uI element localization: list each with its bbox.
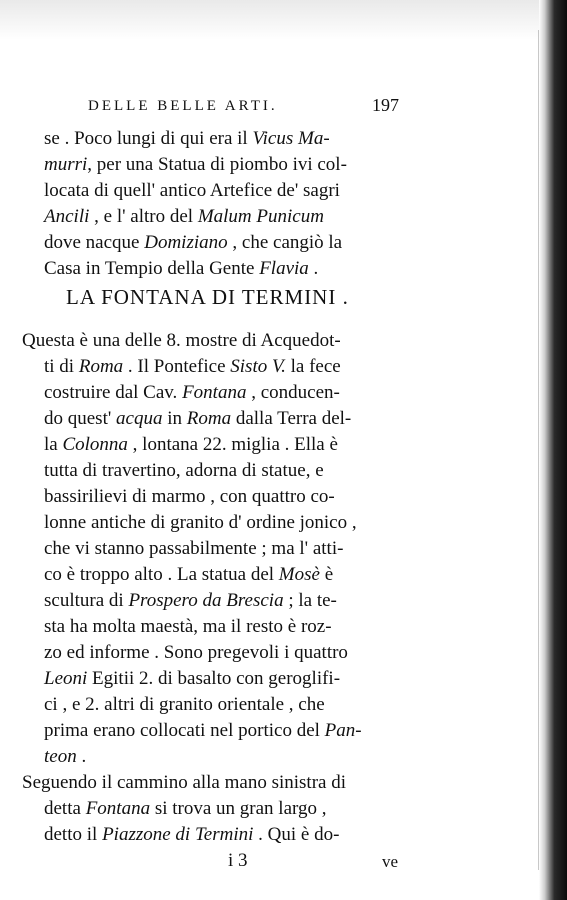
text-segment: la <box>44 434 63 455</box>
text-segment: , per una Statua di piombo ivi col- <box>87 154 347 175</box>
text-line <box>44 180 340 202</box>
italic-segment: murri <box>44 154 88 175</box>
text-line <box>44 668 340 690</box>
text-segment: . <box>76 746 87 767</box>
section-heading: LA FONTANA DI TERMINI . <box>66 285 349 309</box>
text-segment: Egitii 2. di basalto con geroglifi- <box>87 668 341 689</box>
text-segment: si trova un gran largo , <box>150 798 327 819</box>
text-segment: Questa è una delle 8. mostre di Acquedot- <box>22 330 341 351</box>
text-segment: la fece <box>285 356 341 377</box>
text-segment: prima erano collocati nel portico del <box>44 720 325 741</box>
text-line <box>44 564 333 586</box>
text-line <box>44 720 362 742</box>
text-line <box>44 590 337 612</box>
text-segment: costruire dal Cav. <box>44 382 183 403</box>
italic-segment: Flavia <box>259 258 309 279</box>
text-segment: se . Poco lungi di qui era il <box>44 128 253 149</box>
text-segment: co è troppo alto . La statua del <box>44 564 279 585</box>
italic-segment: acqua <box>116 408 163 429</box>
text-segment: Casa in Tempio della Gente <box>44 258 260 279</box>
text-segment: . Il Pontefice <box>123 356 231 377</box>
text-segment: ci , e 2. altri di granito orientale , che <box>44 694 325 715</box>
italic-segment: Roma <box>78 356 124 377</box>
text-line <box>44 434 338 456</box>
italic-segment: Mosè <box>278 564 320 585</box>
text-line <box>44 382 340 404</box>
italic-segment: Domiziano <box>144 232 228 253</box>
scan-shadow-right <box>539 0 567 900</box>
text-line <box>44 154 347 176</box>
italic-segment: Colonna <box>62 434 128 455</box>
italic-segment: Vicus Ma- <box>252 128 330 149</box>
text-segment: Seguendo il cammino alla mano sinistra di <box>22 772 346 793</box>
italic-segment: Ancili <box>44 206 90 227</box>
italic-segment: Fontana <box>85 798 151 819</box>
italic-segment: Prospero da Brescia <box>128 590 284 611</box>
text-segment: ; la te- <box>283 590 337 611</box>
italic-segment: teon <box>44 746 77 767</box>
text-line <box>44 356 341 378</box>
text-segment: bassirilievi di marmo , con quattro co- <box>44 486 335 507</box>
signature-mark: i 3 <box>228 850 248 871</box>
italic-segment: Pan- <box>324 720 362 741</box>
text-segment: , e l' altro del <box>89 206 198 227</box>
text-segment: do quest' <box>44 408 117 429</box>
text-segment: sta ha molta maestà, ma il resto è roz- <box>44 616 332 637</box>
text-segment: dove nacque <box>44 232 145 253</box>
page-number: 197 <box>372 95 399 115</box>
running-title: DELLE BELLE ARTI. <box>88 98 278 114</box>
text-line <box>44 460 324 482</box>
italic-segment: Fontana <box>182 382 247 403</box>
italic-segment: Sisto V. <box>230 356 286 377</box>
text-segment: in <box>162 408 187 429</box>
text-segment: zo ed informe . Sono pregevoli i quattro <box>44 642 348 663</box>
scan-shadow-top <box>0 0 567 40</box>
text-line <box>44 642 348 664</box>
text-line <box>44 798 327 820</box>
italic-segment: Roma <box>186 408 232 429</box>
text-line <box>44 746 86 768</box>
text-line <box>44 694 325 716</box>
text-line <box>22 330 341 352</box>
text-segment: lonne antiche di granito d' ordine jonico , <box>44 512 357 533</box>
text-segment: dalla Terra del- <box>231 408 352 429</box>
text-segment: scultura di <box>44 590 129 611</box>
text-segment: è <box>319 564 334 585</box>
text-line <box>44 824 339 846</box>
text-segment: ti di <box>44 356 79 377</box>
italic-segment: Malum Punicum <box>197 206 324 227</box>
text-segment: che vi stanno passabilmente ; ma l' atti- <box>44 538 344 559</box>
text-segment: detto il <box>44 824 103 845</box>
text-line <box>44 128 330 150</box>
text-line <box>44 408 351 430</box>
text-line <box>44 206 324 228</box>
catchword: ve <box>382 852 399 871</box>
italic-segment: Piazzone di Termini <box>102 824 254 845</box>
text-line <box>44 232 342 254</box>
text-line <box>44 616 332 638</box>
text-segment: . Qui è do- <box>253 824 340 845</box>
text-segment: , lontana 22. miglia . Ella è <box>127 434 338 455</box>
text-line <box>44 512 357 534</box>
text-line <box>44 538 343 560</box>
text-segment: tutta di travertino, adorna di statue, e <box>44 460 324 481</box>
text-segment: locata di quell' antico Artefice de' sagri <box>44 180 340 201</box>
text-segment: . <box>308 258 319 279</box>
text-segment: , che cangiò la <box>227 232 343 253</box>
italic-segment: Leoni <box>44 668 88 689</box>
text-segment: detta <box>44 798 86 819</box>
text-line <box>44 258 318 280</box>
text-segment: , conducen- <box>246 382 340 403</box>
text-line <box>22 772 346 794</box>
text-line <box>44 486 335 508</box>
